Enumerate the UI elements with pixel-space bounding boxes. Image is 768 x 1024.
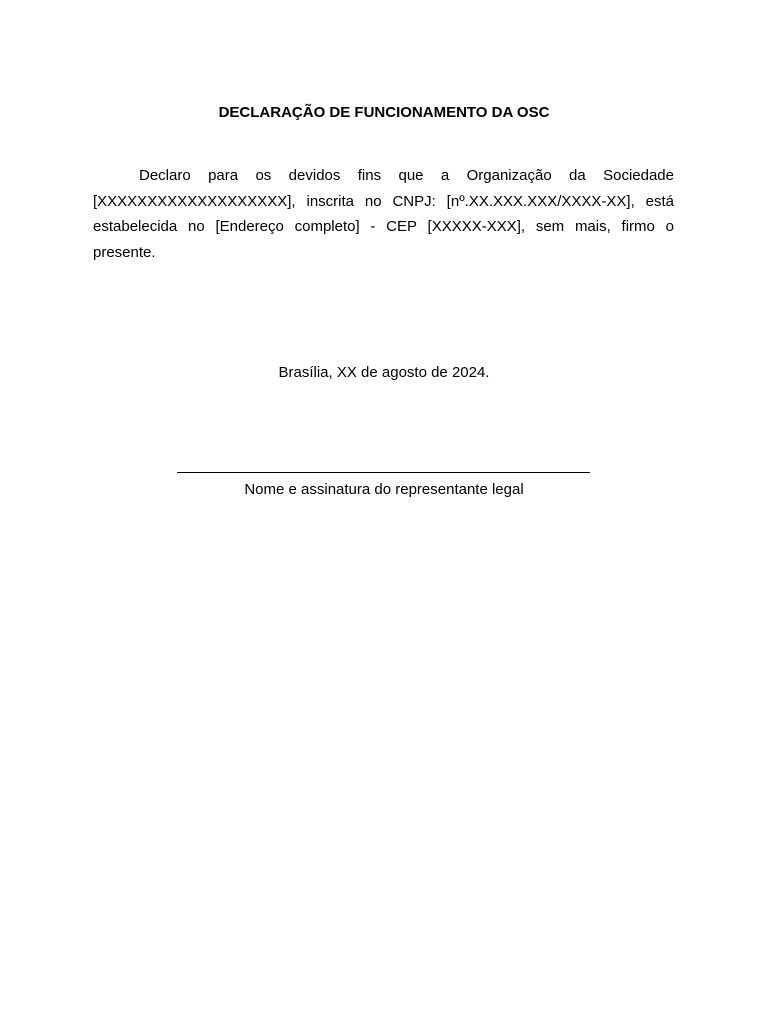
- signature-line: [177, 472, 590, 473]
- signature-caption: Nome e assinatura do representante legal: [244, 481, 524, 498]
- document-title: DECLARAÇÃO DE FUNCIONAMENTO DA OSC: [218, 104, 550, 121]
- date-location-line: Brasília, XX de agosto de 2024.: [278, 364, 490, 381]
- declaration-body: Declaro para os devidos fins que a Organização da Sociedade [XXXXXXXXXXXXXXXXXXX], inscrita no CNPJ: [nº.XX.XXX.XXX/XXXX-XX], está estabelecida no [Endereço completo] - CEP [XXXXX-XXX], sem mais, firmo o presente.: [93, 167, 674, 261]
